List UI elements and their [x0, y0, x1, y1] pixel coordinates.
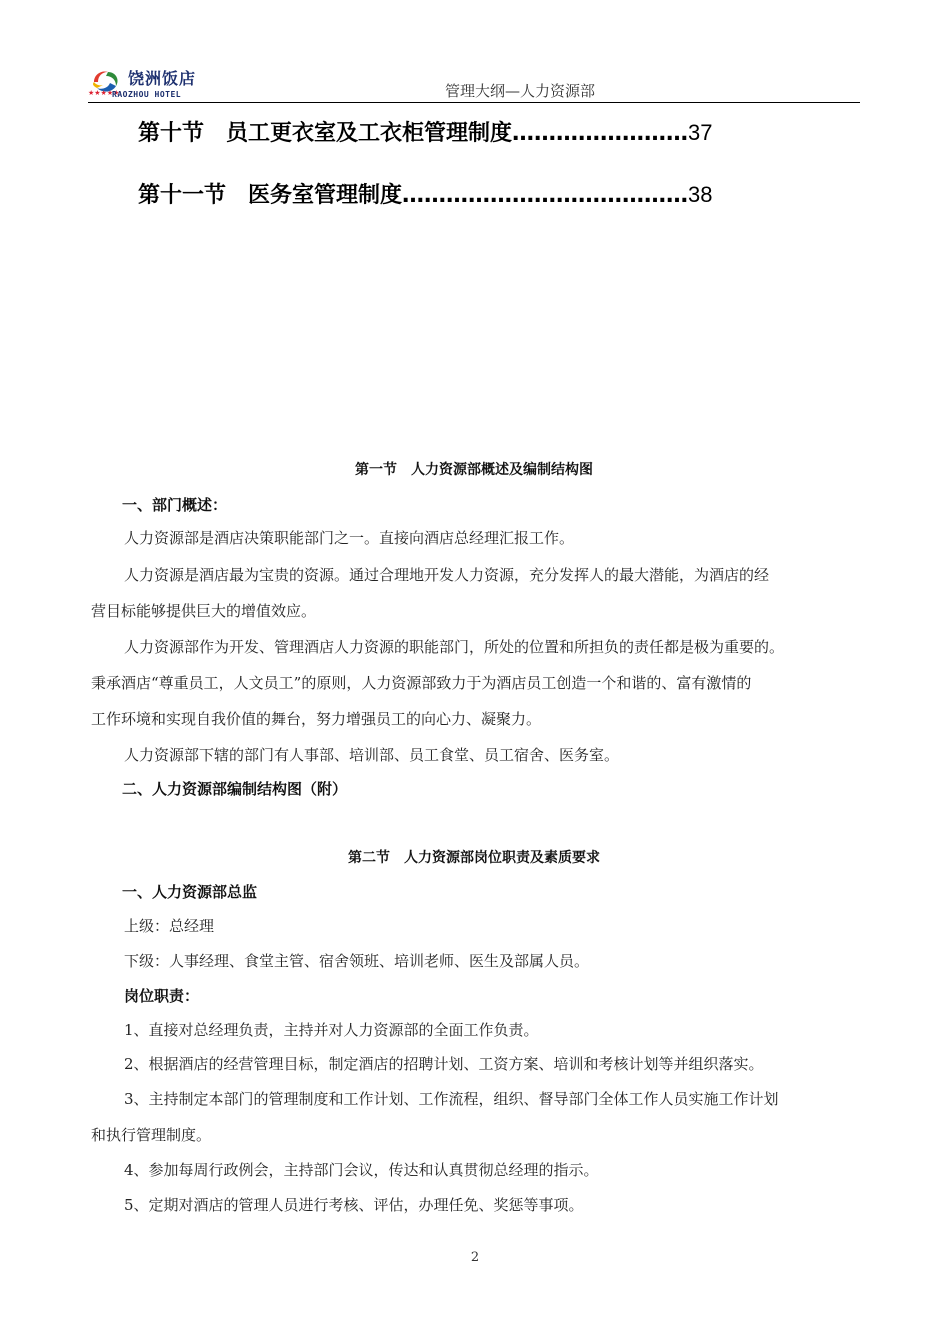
toc-entry-page: 37 — [688, 120, 713, 145]
section-heading: 一、部门概述： — [122, 496, 228, 514]
duty-item: 4、参加每周行政例会，主持部门会议，传达和认真贯彻总经理的指示。 — [124, 1161, 599, 1179]
paragraph-line: 工作环境和实现自我价值的舞台，努力增强员工的向心力、凝聚力。 — [91, 710, 542, 728]
duty-item: 5、定期对酒店的管理人员进行考核、评估，办理任免、奖惩等事项。 — [124, 1196, 584, 1214]
page-number: 2 — [470, 1250, 480, 1265]
toc-entry[interactable] — [138, 116, 713, 147]
duty-item: 2、根据酒店的经营管理目标，制定酒店的招聘计划、工资方案、培训和考核计划等并组织落实。 — [124, 1055, 764, 1073]
paragraph-line: 营目标能够提供巨大的增值效应。 — [91, 602, 317, 620]
section-heading: 二、人力资源部编制结构图（附） — [122, 780, 348, 798]
toc-entry-label: 第十一节 医务室管理制度………………………………… — [138, 183, 689, 208]
subordinate-line: 下级：人事经理、食堂主管、宿舍领班、培训老师、医生及部属人员。 — [124, 952, 590, 970]
superior-line: 上级：总经理 — [124, 917, 215, 935]
toc-entry-label: 第十节 员工更衣室及工衣柜管理制度…………………… — [138, 121, 689, 146]
hotel-logo — [88, 64, 218, 102]
section-title: 第二节 人力资源部岗位职责及素质要求 — [348, 850, 600, 866]
paragraph-line: 人力资源部是酒店决策职能部门之一。直接向酒店总经理汇报工作。 — [124, 529, 575, 547]
paragraph-line: 人力资源是酒店最为宝贵的资源。通过合理地开发人力资源，充分发挥人的最大潜能，为酒店的经 — [124, 566, 770, 584]
logo-english-name: RAOZHOU HOTEL — [112, 90, 182, 99]
duties-heading: 岗位职责： — [124, 987, 200, 1005]
section-title: 第一节 人力资源部概述及编制结构图 — [355, 462, 593, 478]
page-header — [88, 62, 860, 103]
paragraph-line: 人力资源部下辖的部门有人事部、培训部、员工食堂、员工宿舍、医务室。 — [124, 746, 620, 764]
duty-item: 3、主持制定本部门的管理制度和工作计划、工作流程，组织、督导部门全体工作人员实施工作计划 — [124, 1090, 779, 1108]
logo-stars: ★★★★★ — [88, 89, 120, 97]
paragraph-line: 人力资源部作为开发、管理酒店人力资源的职能部门，所处的位置和所担负的责任都是极为重要的。 — [124, 638, 785, 656]
duty-item: 1、直接对总经理负责，主持并对人力资源部的全面工作负责。 — [124, 1021, 539, 1039]
paragraph-line: 秉承酒店“尊重员工，人文员工”的原则，人力资源部致力于为酒店员工创造一个和谐的、富有激情的 — [91, 674, 752, 692]
section-heading: 一、人力资源部总监 — [122, 883, 258, 901]
header-title: 管理大纲—人力资源部 — [445, 82, 596, 100]
duty-item: 和执行管理制度。 — [91, 1126, 212, 1144]
toc-entry-page: 38 — [688, 182, 713, 207]
toc-entry[interactable] — [138, 178, 713, 209]
logo-chinese-name: 饶洲饭店 — [128, 69, 197, 88]
